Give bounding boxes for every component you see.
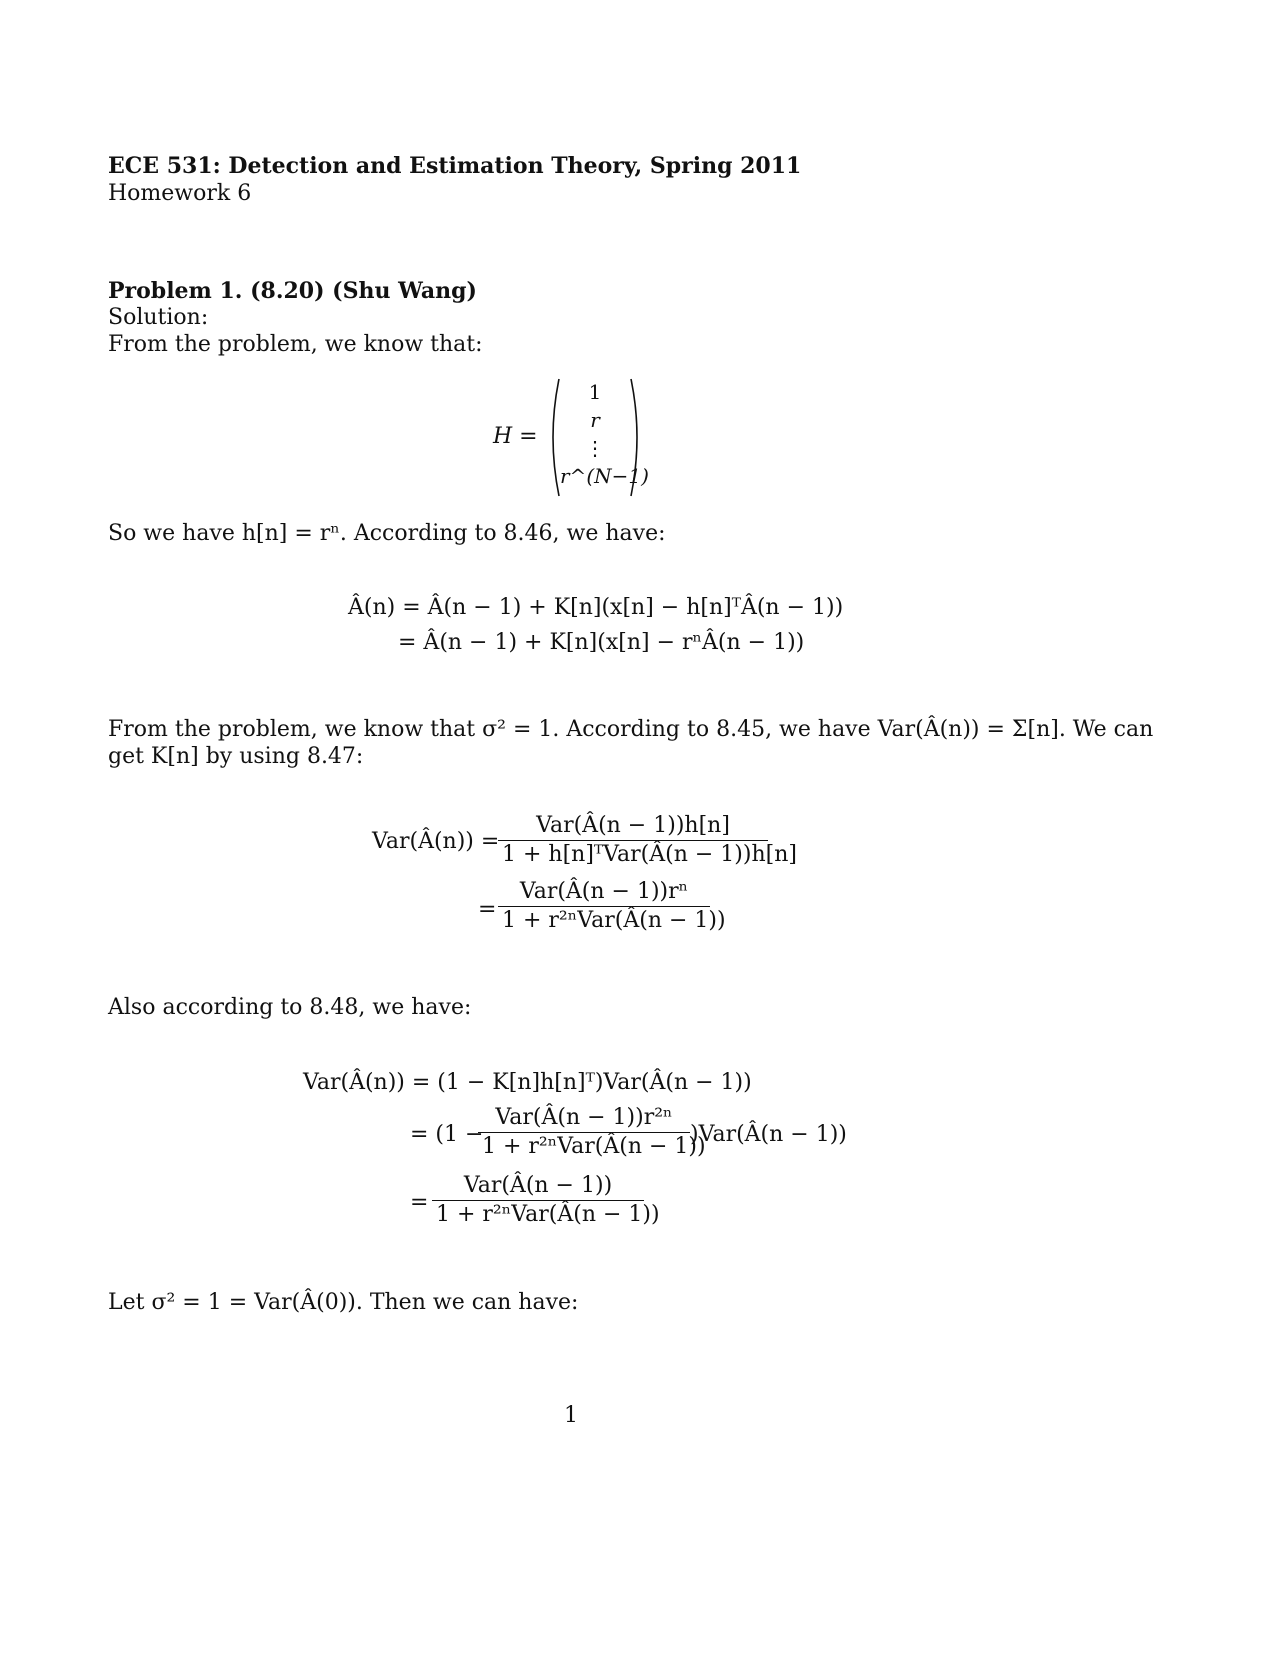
paragraph-variance-line1: From the problem, we know that σ² = 1. According to 8.45, we have Var(Â(n)) = Σ[n]. We can [108, 717, 1154, 742]
h-entry-3: ⋮ [585, 436, 605, 460]
intro-text: From the problem, we know that: [108, 332, 483, 357]
h-entry-1: 1 [588, 380, 602, 404]
h-entry-4: r^(N−1) [560, 464, 649, 488]
h-matrix-lhs: H = [493, 424, 538, 449]
page-number: 1 [564, 1403, 578, 1428]
paragraph-848: Also according to 8.48, we have: [108, 995, 472, 1020]
problem-title: Problem 1. (8.20) (Shu Wang) [108, 278, 477, 304]
variance-update-fraction [478, 1104, 706, 1161]
estimator-update-line1: Â(n) = Â(n − 1) + K[n](x[n] − h[n]ᵀÂ(n − 1)) [348, 595, 844, 620]
gain-numerator-1: Var(Â(n − 1))h[n] [498, 812, 768, 841]
equals-sign-2: = [478, 897, 497, 922]
variance-update-numerator: Var(Â(n − 1))r²ⁿ [478, 1104, 690, 1133]
homework-subtitle: Homework 6 [108, 181, 252, 206]
gain-denominator-1: 1 + h[n]ᵀVar(Â(n − 1))h[n] [502, 842, 797, 867]
variance-final-fraction [432, 1172, 660, 1229]
gain-fraction-1 [498, 812, 797, 869]
h-matrix-entries [560, 380, 649, 492]
paragraph-variance-line2: get K[n] by using 8.47: [108, 744, 364, 769]
equals-sign-3: = [410, 1190, 429, 1215]
variance-lhs: Var(Â(n)) = [372, 829, 500, 854]
h-entry-2: r [590, 408, 600, 432]
paragraph-let-sigma: Let σ² = 1 = Var(Â(0)). Then we can have: [108, 1290, 579, 1315]
variance-final-numerator: Var(Â(n − 1)) [432, 1172, 644, 1201]
gain-numerator-2: Var(Â(n − 1))rⁿ [498, 878, 710, 907]
paragraph-h-n: So we have h[n] = rⁿ. According to 8.46, we have: [108, 521, 666, 546]
variance-update-pre: = (1 − [410, 1122, 484, 1147]
variance-update-post: )Var(Â(n − 1)) [690, 1122, 847, 1147]
estimator-update-line2: = Â(n − 1) + K[n](x[n] − rⁿÂ(n − 1)) [398, 630, 805, 655]
variance-final-denominator: 1 + r²ⁿVar(Â(n − 1)) [436, 1202, 660, 1227]
gain-fraction-2 [498, 878, 726, 935]
variance-update-line1: Var(Â(n)) = (1 − K[n]h[n]ᵀ)Var(Â(n − 1)) [303, 1070, 752, 1095]
solution-label: Solution: [108, 305, 209, 330]
variance-update-denominator: 1 + r²ⁿVar(Â(n − 1)) [482, 1134, 706, 1159]
course-title: ECE 531: Detection and Estimation Theory, Spring 2011 [108, 153, 802, 179]
gain-denominator-2: 1 + r²ⁿVar(Â(n − 1)) [502, 908, 726, 933]
